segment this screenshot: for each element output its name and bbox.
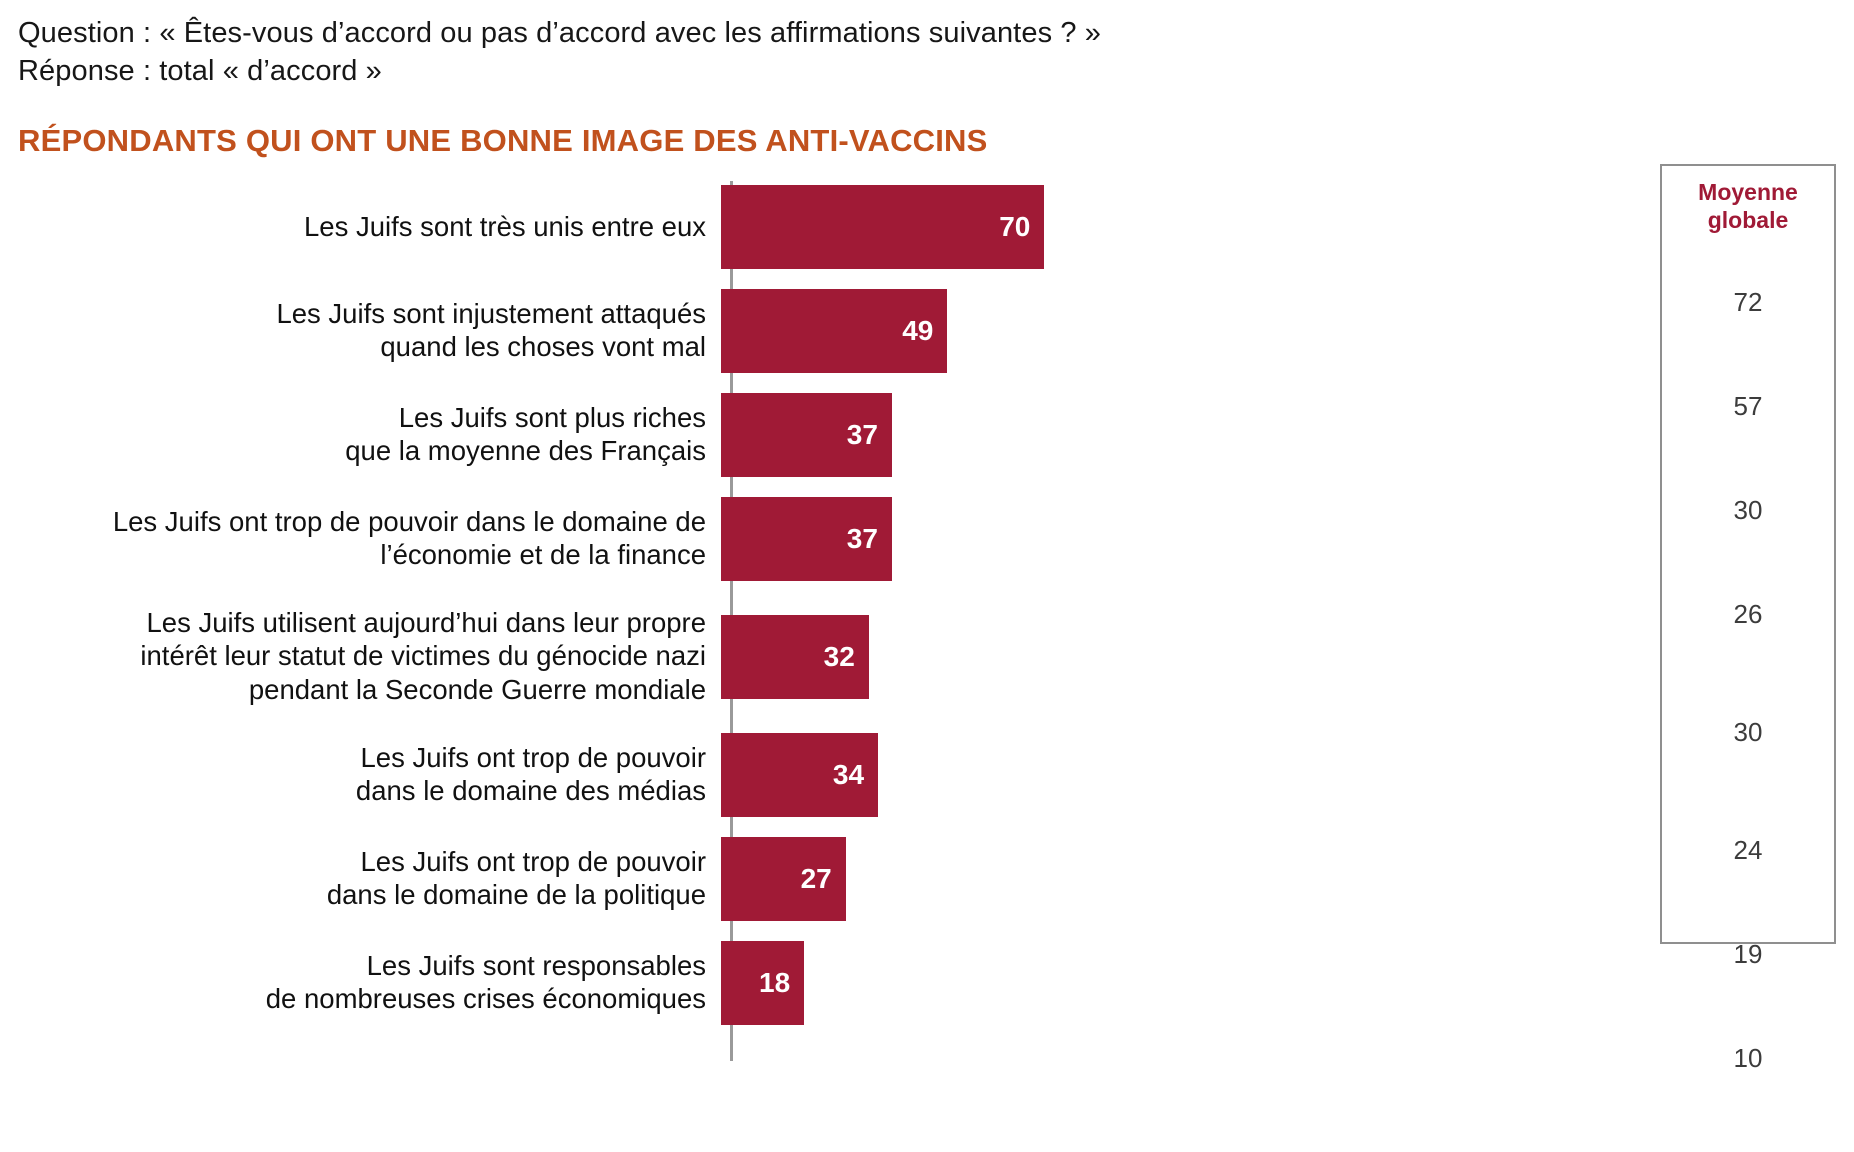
bar-row — [18, 597, 1658, 717]
page-title: RÉPONDANTS QUI ONT UNE BONNE IMAGE DES ANTI-VACCINS — [18, 122, 988, 158]
bar-row-label-line: l’économie et de la finance — [380, 539, 706, 571]
bar-row-label-line: intérêt leur statut de victimes du génocide nazi — [140, 640, 706, 672]
bar-row-label — [18, 285, 718, 364]
bar-row-label-line: dans le domaine de la politique — [326, 879, 706, 911]
bar[interactable] — [721, 393, 892, 477]
bar-row-label-line: Les Juifs ont trop de pouvoir dans le domaine de — [112, 505, 706, 537]
bar-row-label-line: Les Juifs utilisent aujourd’hui dans leur propre — [146, 606, 706, 638]
bar-value-label: 49 — [902, 314, 934, 346]
bar-track — [718, 389, 1658, 477]
bar[interactable] — [721, 615, 869, 699]
bar-track — [718, 833, 1658, 921]
bar-value-label: 34 — [832, 758, 865, 790]
bar[interactable] — [721, 941, 804, 1025]
bar-row-label-line: dans le domaine des médias — [355, 775, 706, 807]
bar-row-label-line: Les Juifs sont plus riches — [398, 401, 706, 433]
bar[interactable] — [721, 497, 892, 581]
question-line-2: Réponse : total « d’accord » — [18, 55, 382, 88]
bar-row-label — [18, 597, 718, 707]
mean-value: 24 — [1733, 834, 1763, 865]
bar-row — [18, 389, 1658, 481]
bar[interactable] — [721, 289, 947, 373]
bar-row — [18, 729, 1658, 821]
mean-value: 26 — [1733, 598, 1763, 629]
bar-value-label: 27 — [800, 862, 832, 894]
bar-row-label — [18, 181, 718, 244]
bar-row-label-line: Les Juifs ont trop de pouvoir — [360, 845, 706, 877]
mean-value: 57 — [1733, 390, 1763, 421]
bar-rows — [18, 181, 1658, 1029]
mean-panel-header-line-2: globale — [1707, 207, 1789, 234]
bar-row-label — [18, 389, 718, 468]
bar-track — [718, 493, 1658, 581]
bar-row — [18, 181, 1658, 273]
mean-value: 72 — [1733, 286, 1763, 317]
bar-track — [718, 937, 1658, 1025]
mean-panel-header — [1662, 166, 1834, 234]
bar[interactable] — [721, 837, 846, 921]
mean-panel-header-line-1: Moyenne — [1698, 179, 1798, 205]
bar-value-label: 37 — [846, 522, 878, 554]
bar-value-label: 37 — [846, 418, 878, 450]
bar-row — [18, 937, 1658, 1029]
bar-row-label — [18, 493, 718, 572]
bar-row — [18, 493, 1658, 585]
bar-row-label-line: Les Juifs sont injustement attaqués — [276, 297, 706, 329]
bar-track — [718, 729, 1658, 817]
bar-row-label — [18, 833, 718, 912]
question-block — [18, 14, 1854, 91]
bar-row — [18, 833, 1658, 925]
bar-row-label-line: Les Juifs sont responsables — [366, 949, 706, 981]
mean-value: 30 — [1733, 716, 1763, 747]
mean-value: 30 — [1733, 494, 1763, 525]
bar-row — [18, 285, 1658, 377]
bar-value-label: 70 — [999, 210, 1031, 242]
bar-row-label-line: Les Juifs sont très unis entre eux — [303, 210, 706, 242]
mean-value: 10 — [1733, 1042, 1763, 1073]
bar[interactable] — [721, 733, 878, 817]
bar-track — [718, 285, 1658, 373]
bar-value-label: 32 — [823, 640, 855, 672]
bar-row-label-line: de nombreuses crises économiques — [265, 983, 706, 1015]
question-line-1: Question : « Êtes-vous d’accord ou pas d’accord avec les affirmations suivantes ? » — [18, 17, 1101, 49]
bar-row-label-line: Les Juifs ont trop de pouvoir — [360, 741, 706, 773]
mean-panel — [1660, 164, 1836, 1073]
bar-row-label-line: quand les choses vont mal — [380, 331, 706, 363]
bar-track — [718, 597, 1658, 699]
chart-area — [18, 181, 1658, 1061]
bar-value-label: 18 — [759, 966, 791, 998]
bar-row-label-line: que la moyenne des Français — [345, 435, 706, 467]
bar[interactable] — [721, 185, 1044, 269]
bar-track — [718, 181, 1658, 269]
bar-row-label — [18, 937, 718, 1016]
bar-row-label-line: pendant la Seconde Guerre mondiale — [248, 673, 706, 705]
mean-value: 19 — [1733, 938, 1763, 969]
bar-row-label — [18, 729, 718, 808]
